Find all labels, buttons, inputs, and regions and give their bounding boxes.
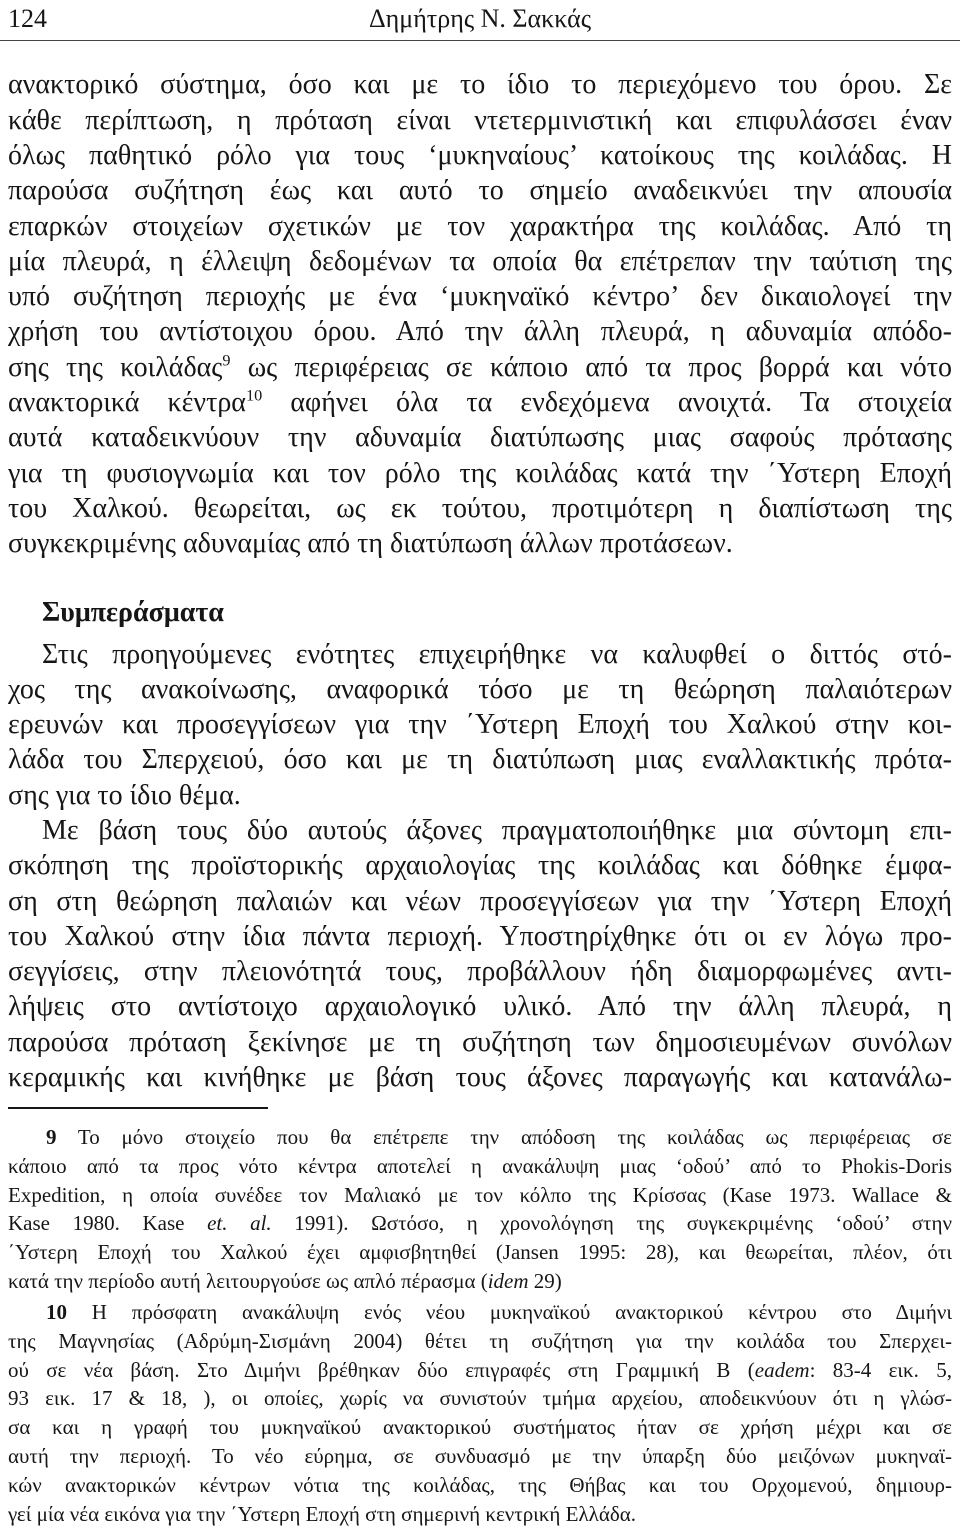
text-line: χρήση του αντίστοιχου όρου. Από την άλλη πλευρά, η αδυναμία απόδο-: [8, 316, 952, 348]
italic-text: eadem: [754, 1357, 810, 1382]
italic-text: idem: [487, 1268, 529, 1293]
footnote-line: κάποιο από τα προς νότο κέντρα αποτελεί η ανακάλυψη μιας ‘οδού’ από το Phokis-Doris: [8, 1153, 952, 1178]
text-segment: ού σε νέα βάση. Στο Διμήνι βρέθηκαν δύο επιγραφές στη Γραμμική Β (: [8, 1357, 755, 1382]
footnote-line: [8, 1209, 952, 1238]
text-line: λάδα του Σπερχειού, όσο και με τη διατύπωση μιας εναλλακτικής πρότα-: [8, 744, 952, 776]
text-line: σεγγίσεις, στην πλειονότητά τους, προβάλλουν ήδη διαμορφωμένες αντι-: [8, 956, 952, 988]
text-segment: Η πρόσφατη ανακάλυψη ενός νέου μυκηναϊκού ανακτορικού κέντρου στο Διμήνι: [91, 1300, 952, 1324]
footnote-line: 93 εικ. 17 & 18, ), οι οποίες, χωρίς να συνιστούν τμήμα αρχείου, αποδεικνύουν ότι η γλώσ-: [8, 1386, 952, 1411]
paragraph: [8, 67, 952, 561]
text-segment: 29): [528, 1268, 562, 1293]
text-line: [8, 350, 952, 385]
text-line: όλως παθητικό ρόλο για τους ‘μυκηναίους’ κατοίκους της κοιλάδας. Η: [8, 139, 952, 171]
text-line: ερευνών και προσεγγίσεων για την ΄Υστερη Εποχή του Χαλκού στην κοι-: [8, 709, 952, 741]
text-segment: : 83-4 εικ. 5,: [809, 1357, 952, 1382]
footnote-line: [8, 1298, 952, 1327]
footnote-line: Expedition, η οποία συνέδεε τον Μαλιακό με τον κόλπο της Κρίσσας (Kase 1973. Wallace &: [8, 1182, 952, 1207]
footnote-line: αυτή την περιοχή. Το νέο εύρημα, σε συνδυασμό με την ύπαρξη δύο μειζόνων μυκηναϊ-: [8, 1443, 952, 1468]
footnote-line: [8, 1123, 952, 1152]
text-line: ση στη θεώρηση παλαιών και νέων προσεγγίσεων για την ΄Υστερη Εποχή: [8, 885, 952, 917]
text-line: παρούσα συζήτηση έως και αυτό το σημείο αναδεικνύει την απουσία: [8, 175, 952, 207]
text-line: Στις προηγούμενες ενότητες επιχειρήθηκε να καλυφθεί ο διττός στό-: [42, 638, 952, 670]
text-line: σκόπηση της προϊστορικής αρχαιολογίας της κοιλάδας και δόθηκε έμφα-: [8, 850, 952, 882]
footnote-line: της Μαγνησίας (Αδρύμη-Σισμάνη 2004) θέτει τη συζήτηση για την κοιλάδα του Σπερχει-: [8, 1328, 952, 1353]
page-header: [0, 0, 960, 40]
footnote-line: σα και η γραφή του μυκηναϊκού ανακτορικού συστήματος ήταν σε χρήση μέχρι και σε: [8, 1415, 952, 1440]
footnote-reference: 10: [245, 386, 263, 405]
page-number: 124: [8, 4, 47, 33]
footnote-line: ΄Υστερη Εποχή του Χαλκού έχει αμφισβητηθεί (Jansen 1995: 28), και θεωρείται, πλέον, ότι: [8, 1240, 952, 1265]
text-line: [8, 385, 952, 420]
text-line: ανακτορικό σύστημα, όσο και με το ίδιο το περιεχόμενο του όρου. Σε: [8, 69, 952, 101]
footnote-line: γεί μία νέα εικόνα για την ΄Υστερη Εποχή στη σημερινή κεντρική Ελλάδα.: [8, 1501, 636, 1526]
text-line: του Χαλκού. θεωρείται, ως εκ τούτου, προτιμότερη η διαπίστωση της: [8, 492, 952, 524]
footnote-line: [8, 1356, 952, 1385]
text-line: συγκεκριμένης αδυναμίας από τη διατύπωση άλλων προτάσεων.: [8, 528, 733, 560]
text-line: παρούσα πρόταση ξεκίνησε με τη συζήτηση των δημοσιευμένων συνόλων: [8, 1026, 952, 1058]
header-rule: [0, 40, 960, 41]
section-heading-text: Συμπεράσματα: [42, 597, 224, 628]
footnote-line: [8, 1267, 952, 1296]
text-segment: Kase 1980. Kase: [8, 1211, 208, 1236]
text-line: σης για το ίδιο θέμα.: [8, 779, 241, 811]
footnote-rule: [8, 1107, 268, 1109]
text-line: μία πλευρά, η έλλειψη δεδομένων τα οποία θα επέτρεπαν την ταύτιση της: [8, 245, 952, 277]
footnote: [8, 1123, 952, 1296]
running-title: Δημήτρης Ν. Σακκάς: [368, 4, 592, 33]
text-line: αυτά καταδεικνύουν την αδυναμία διατύπωσης μιας σαφούς πρότασης: [8, 422, 952, 454]
section-heading: [8, 595, 952, 630]
text-line: υπό συζήτηση περιοχής με ένα ‘μυκηναϊκό κέντρο’ δεν δικαιολογεί την: [8, 281, 952, 313]
text-line: Με βάση τους δύο αυτούς άξονες πραγματοποιήθηκε μια σύντομη επι-: [42, 815, 952, 846]
footnote: [8, 1298, 952, 1528]
footnote-number: 10: [46, 1300, 67, 1324]
text-segment: σης της κοιλάδας: [8, 351, 223, 383]
text-line: κεραμικής και κινήθηκε με βάση τους άξονες παραγωγής και κατανάλω-: [8, 1062, 952, 1094]
text-segment: 1991). Ωστόσο, η χρονολόγηση της συγκεκριμένης ‘οδού’ στην: [271, 1211, 952, 1236]
text-segment: ως περιφέρειας σε κάποιο από τα προς βορρά και νότο: [230, 351, 952, 383]
paragraph: [8, 637, 952, 813]
footnote-line: κών ανακτορικών κέντρων νότια της κοιλάδας, της Θήβας και του Ορχομενού, δημιουρ-: [8, 1472, 952, 1497]
text-segment: Το μόνο στοιχείο που θα επέτρεπε την απόδοση της κοιλάδας ως περιφέρειας σε: [77, 1125, 952, 1149]
italic-text: et. al.: [207, 1211, 272, 1236]
text-segment: αφήνει όλα τα ενδεχόμενα ανοιχτά. Τα στοιχεία: [262, 387, 952, 419]
text-segment: ανακτορικά κέντρα: [8, 387, 246, 419]
text-line: λήψεις στο αντίστοιχο αρχαιολογικό υλικό. Από την άλλη πλευρά, η: [8, 991, 952, 1023]
text-line: του Χαλκού στην ίδια πάντα περιοχή. Υποστηρίχθηκε ότι οι εν λόγω προ-: [8, 920, 952, 952]
footnote-reference: 9: [222, 351, 231, 370]
text-line: επαρκών στοιχείων σχετικών με τον χαρακτήρα της κοιλάδας. Από τη: [8, 210, 952, 242]
text-segment: κατά την περίοδο αυτή λειτουργούσε ως απλό πέρασμα (: [8, 1268, 488, 1293]
text-line: κάθε περίπτωση, η πρόταση είναι ντετερμινιστική και επιφυλάσσει έναν: [8, 104, 952, 136]
paragraph: [8, 813, 952, 1095]
footnote-number: 9: [46, 1125, 57, 1149]
text-line: για τη φυσιογνωμία και τον ρόλο της κοιλάδας κατά την ΄Υστερη Εποχή: [8, 457, 952, 489]
text-line: χος της ανακοίνωσης, αναφορικά τόσο με τη θεώρηση παλαιότερων: [8, 673, 952, 705]
